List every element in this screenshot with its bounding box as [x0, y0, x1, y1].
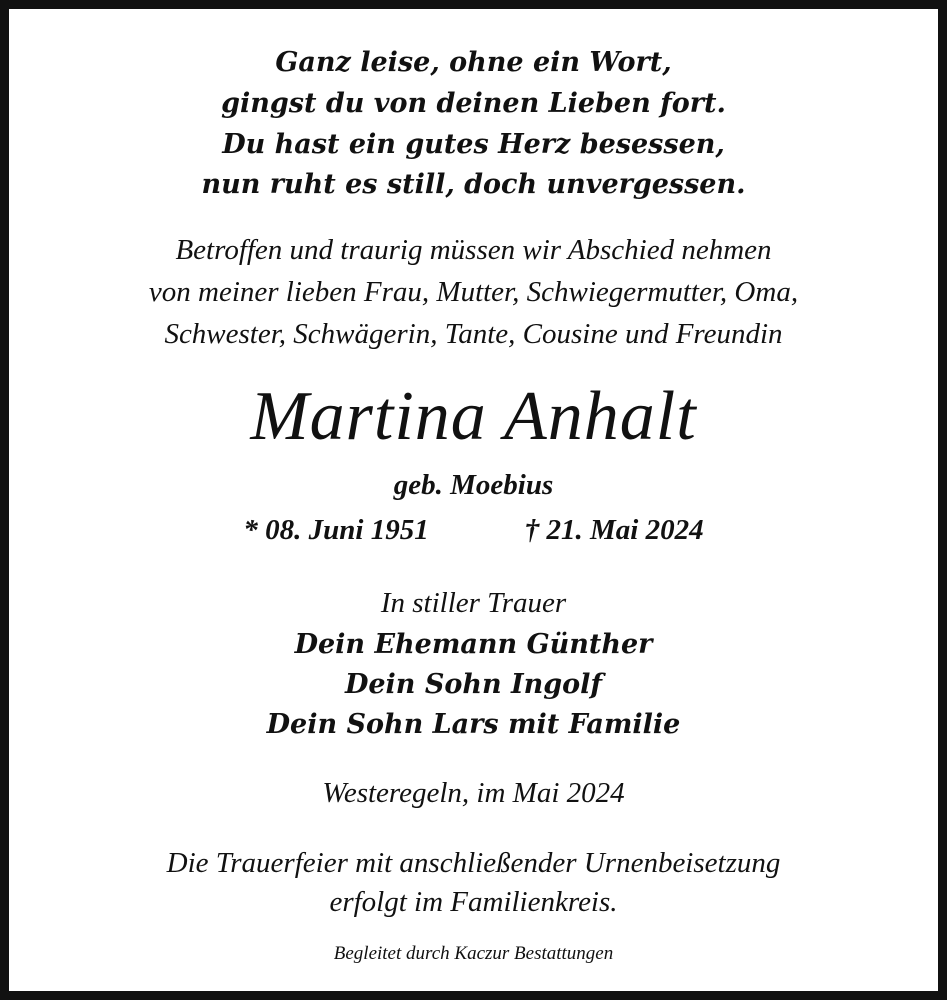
- deceased-name: Martina Anhalt: [250, 378, 697, 455]
- life-dates: [18, 514, 929, 547]
- intro-line-3: Schwester, Schwägerin, Tante, Cousine und Freundin: [164, 318, 783, 350]
- service-line-2: erfolgt im Familienkreis.: [329, 886, 618, 918]
- poem-line-4: nun ruht es still, doch unvergessen.: [201, 169, 746, 200]
- service-line-1: Die Trauerfeier mit anschließender Urnenbeisetzung: [166, 847, 781, 879]
- intro-line-1: Betroffen und traurig müssen wir Abschied nehmen: [175, 234, 772, 266]
- poem-line-2: gingst du von deinen Lieben fort.: [221, 88, 726, 119]
- intro-line-2: von meiner lieben Frau, Mutter, Schwiegermutter, Oma,: [148, 276, 799, 308]
- birth-date: * 08. Juni 1951: [243, 514, 429, 546]
- funeral-home-credit: Begleitet durch Kaczur Bestattungen: [333, 943, 614, 964]
- poem-line-1: Ganz leise, ohne ein Wort,: [275, 47, 672, 78]
- mourner-3: Dein Sohn Lars mit Familie: [266, 709, 681, 740]
- place-date: Westeregeln, im Mai 2024: [322, 777, 625, 809]
- poem-line-3: Du hast ein gutes Herz besessen,: [222, 129, 725, 160]
- mourner-2: Dein Sohn Ingolf: [344, 669, 603, 700]
- maiden-name: geb. Moebius: [393, 469, 554, 501]
- mourners-heading: In stiller Trauer: [380, 587, 567, 619]
- death-date: † 21. Mai 2024: [524, 514, 704, 546]
- mourner-1: Dein Ehemann Günther: [294, 629, 653, 660]
